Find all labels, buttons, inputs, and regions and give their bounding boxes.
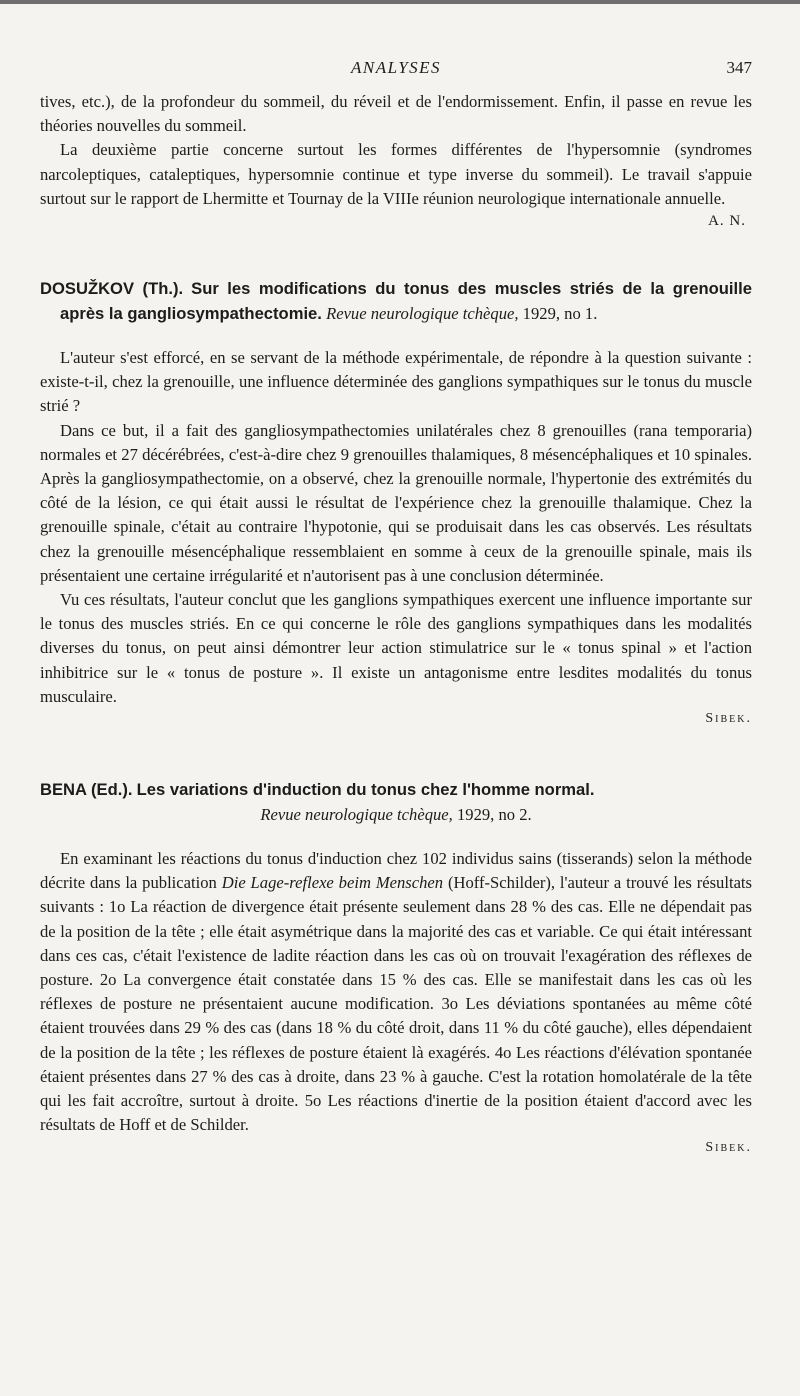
- page-number: 347: [726, 58, 752, 77]
- entry-text-part-a: En examinant les réactions du tonus d'induction chez 102 individus sains (tisserands) selon la méthode décrite dans la publication: [40, 849, 752, 893]
- entry-paragraph-1: [40, 847, 752, 1137]
- entry-author: BENA (Ed.).: [40, 780, 133, 800]
- entry-author: DOSUŽKOV (Th.).: [40, 279, 184, 299]
- entry-heading: [40, 276, 752, 326]
- entry-heading: [40, 777, 752, 827]
- running-title: ANALYSES: [350, 58, 442, 77]
- continuation-signature: A. N.: [708, 213, 746, 230]
- entry-signature: Sibek.: [705, 711, 752, 727]
- entry-journal: Revue neurologique tchèque,: [326, 304, 519, 324]
- review-entry-bena: [40, 777, 752, 1155]
- continuation-paragraph-2: La deuxième partie concerne surtout les formes différentes de l'hypersomnie (syndromes narcoleptiques, cataleptiques, hypersomnie continue et type inverse du sommeil). Le travail s'appuie surtout sur le rapport de Lhermitte et Tournay de la VIIIe réunion neurologique internationale annuelle.: [40, 140, 752, 208]
- entry-paragraph-1: L'auteur s'est efforcé, en se servant de la méthode expérimentale, de répondre à la question suivante : existe-t-il, chez la grenouille, une influence déterminée des ganglions sympathiques sur le tonus du muscle strié ?: [40, 348, 752, 416]
- review-entry-dosuzkov: [40, 276, 752, 727]
- entry-journal: Revue neurologique tchèque,: [260, 805, 453, 825]
- page-body: [40, 58, 752, 1156]
- page-top-edge: [0, 0, 800, 4]
- entry-signature: Sibek.: [705, 1139, 752, 1155]
- entry-citation: 1929, no 2.: [456, 805, 532, 825]
- entry-title: Sur les modifications du tonus des muscles striés de la grenouille après la gangliosympathectomie.: [60, 279, 752, 324]
- entry-paragraph-3: Vu ces résultats, l'auteur conclut que les ganglions sympathiques exercent une influence importante sur le tonus des muscles striés. En ce qui concerne le rôle des ganglions sympathiques dans les modalités diverses du tonus, on peut ainsi démontrer leur action stimulatrice sur le « tonus spinal » et l'action inhibitrice sur le « tonus de posture ». Il existe un antagonisme entre lesdites modalités du tonus musculaire.: [40, 590, 752, 706]
- running-head: [40, 58, 752, 84]
- cited-work-title: Die Lage-reflexe beim Menschen: [221, 873, 444, 893]
- continuation-paragraph-1: tives, etc.), de la profondeur du sommeil, du réveil et de l'endormissement. Enfin, il passe en revue les théories nouvelles du sommeil.: [40, 92, 752, 136]
- entry-paragraph-2: Dans ce but, il a fait des gangliosympathectomies unilatérales chez 8 grenouilles (rana temporaria) normales et 27 décérébrées, c'est-à-dire chez 9 grenouilles thalamiques, 8 mésencéphaliques et 10 spinales. Après la gangliosympathectomie, on a observé, chez la grenouille normale, l'hypertonie des extrémités du côté de la lésion, ce qui était aussi le résultat de l'expérience chez la grenouille thalamique. Chez la grenouille spinale, c'était au contraire l'hypotonie, qui se produisait dans les cas observés. Les résultats chez la grenouille mésencéphalique ressemblaient en somme à ceux de la grenouille spinale, mais ils présentaient une certaine irrégularité et n'autorisent pas à une conclusion déterminée.: [40, 420, 752, 585]
- entry-text-part-b: (Hoff-Schilder), l'auteur a trouvé les résultats suivants : 1o La réaction de divergence était présente seulement dans 28 % des cas. Elle ne dépendait pas de la position de la tête ; elle était asymétrique dans la majorité des cas et variable. Ce qui était intéressant dans ces cas, c'était l'existence de ladite réaction dans les cas où on trouvait l'exagération des réflexes de posture. 2o La convergence était constatée dans 15 % des cas. Elle se manifestait dans les cas où les réflexes de posture ne présentaient aucune modification. 3o Les déviations spontanées au même côté étaient trouvées dans 29 % des cas (dans 18 % du côté droit, dans 11 % du côté gauche), elles dépendaient de la position de la tête ; les réflexes de posture étaient là exagérés. 4o Les réactions d'élévation spontanée étaient présentes dans 27 % des cas à droite, dans 23 % à gauche. C'est la rotation homolatérale de la tête qui les fait accroître, surtout à droite. 5o Les réactions d'inertie de la position étaient d'accord avec les résultats de Hoff et de Schilder.: [40, 873, 752, 1135]
- continuation-section: [40, 90, 752, 230]
- entry-title: Les variations d'induction du tonus chez l'homme normal.: [136, 780, 595, 800]
- entry-citation: 1929, no 1.: [522, 304, 598, 324]
